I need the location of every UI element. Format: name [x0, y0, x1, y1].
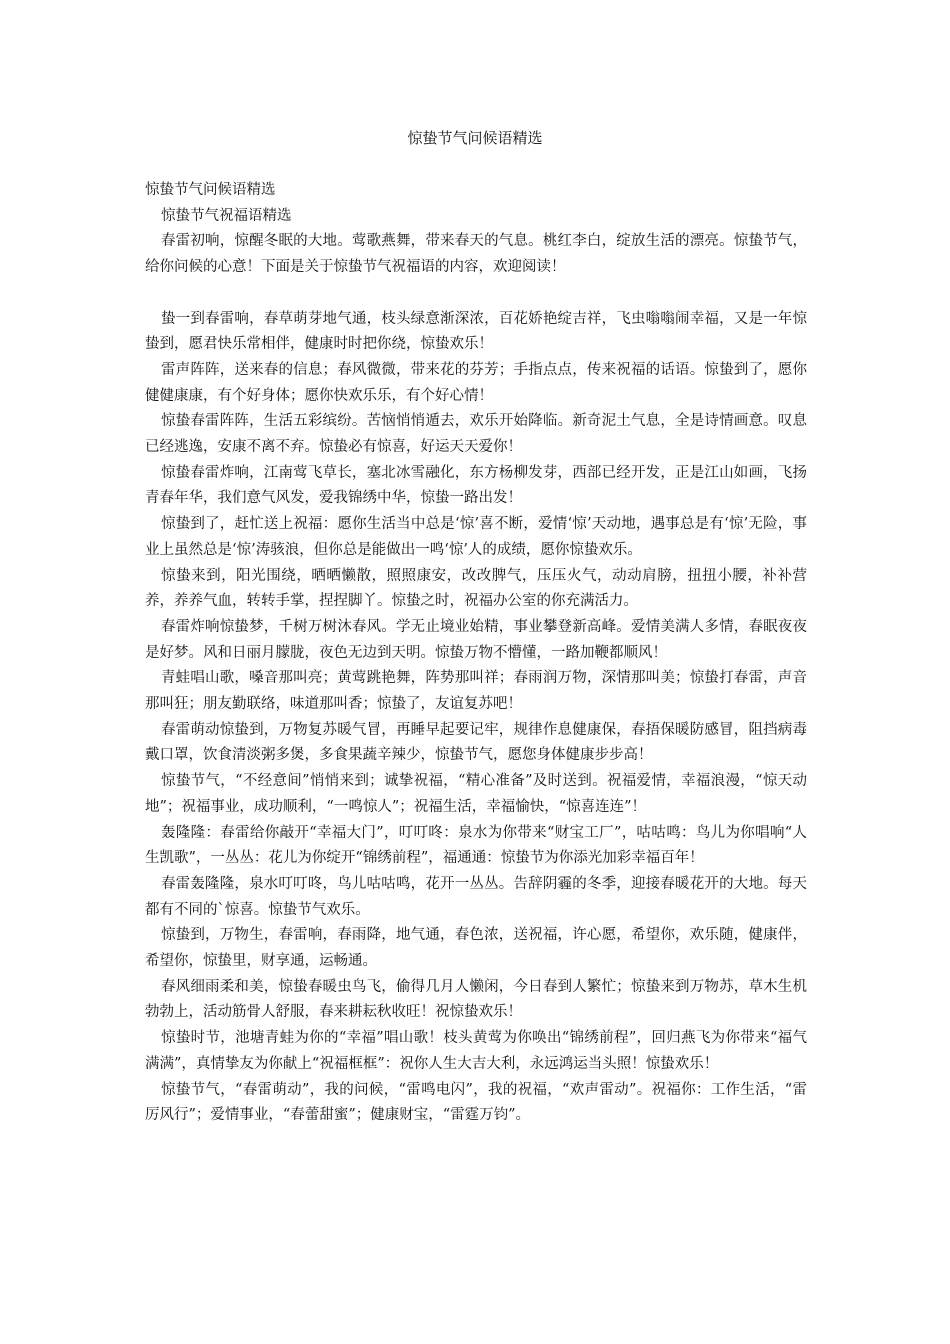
document-title: 惊蛰节气问候语精选 [407, 129, 543, 147]
document-body [145, 178, 807, 1129]
section-subheading: 惊蛰节气祝福语精选 [161, 207, 292, 224]
greeting-paragraph: 惊蛰春雷炸响，江南莺飞草长，塞北冰雪融化，东方杨柳发芽，西部已经开发，正是江山如画，飞扬青春年华，我们意气风发，爱我锦绣中华，惊蛰一路出发！ [145, 464, 807, 507]
greeting-paragraph: 惊蛰到，万物生，春雷响，春雨降，地气通，春色浓，送祝福，许心愿，希望你，欢乐随，健康伴，希望你，惊蛰里，财享通，运畅通。 [145, 927, 807, 970]
greeting-paragraph: 惊蛰来到，阳光围绕，晒晒懒散，照照康安，改改脾气，压压火气，动动肩膀，扭扭小腰，补补营养，养养气血，转转手掌，捏捏脚丫。惊蛰之时，祝福办公室的你充满活力。 [145, 567, 807, 610]
greeting-paragraph: 惊蛰到了，赶忙送上祝福：愿你生活当中总是‘惊’喜不断，爱情‘惊’天动地，遇事总是有‘惊’无险，事业上虽然总是‘惊’涛骇浪，但你总是能做出一鸣‘惊’人的成绩，愿你惊蛰欢乐。 [145, 516, 807, 558]
greeting-paragraph: 春风细雨柔和美，惊蛰春暖虫鸟飞，偷得几月人懒闲，今日春到人繁忙；惊蛰来到万物苏，草木生机勃勃上，活动筋骨人舒服，春来耕耘秋收旺！祝惊蛰欢乐！ [145, 978, 807, 1021]
greeting-paragraph: 蛰一到春雷响，春草萌芽地气通，枝头绿意渐深浓，百花娇艳绽吉祥，飞虫嗡嗡闹幸福，又是一年惊蛰到，愿君快乐常相伴，健康时时把你绕，惊蛰欢乐！ [145, 310, 807, 353]
greeting-paragraph: 惊蛰节气，“春雷萌动”，我的问候，“雷鸣电闪”，我的祝福，“欢声雷动”。祝福你：工作生活，“雷厉风行”；爱情事业，“春蕾甜蜜”；健康财宝，“雷霆万钧”。 [145, 1081, 807, 1124]
section-heading: 惊蛰节气问候语精选 [145, 182, 276, 198]
greeting-paragraph: 春雷萌动惊蛰到，万物复苏暖气冒，再睡早起要记牢，规律作息健康保，春捂保暖防感冒，阻挡病毒戴口罩，饮食清淡粥多煲，多食果蔬辛辣少，惊蛰节气，愿您身体健康步步高！ [145, 721, 807, 764]
greeting-paragraph: 轰隆隆：春雷给你敲开“幸福大门”，叮叮咚：泉水为你带来“财宝工厂”，咕咕鸣：鸟儿为你唱响“人生凯歌”，一丛丛：花儿为你绽开“锦绣前程”，福通通：惊蛰节为你添光加彩幸福百年！ [145, 824, 807, 867]
greeting-paragraph: 青蛙唱山歌，嗓音那叫亮；黄莺跳艳舞，阵势那叫祥；春雨润万物，深情那叫美；惊蛰打春雷，声音那叫狂；朋友勤联络，味道那叫香；惊蛰了，友谊复苏吧！ [145, 670, 807, 713]
greeting-paragraph: 惊蛰春雷阵阵，生活五彩缤纷。苦恼悄悄遁去，欢乐开始降临。新奇泥土气息，全是诗情画意。叹息已经逃逸，安康不离不弃。惊蛰必有惊喜，好运天天爱你！ [145, 413, 807, 456]
intro-paragraph: 春雷初响，惊醒冬眠的大地。莺歌燕舞，带来春天的气息。桃红李白，绽放生活的漂亮。惊蛰节气，给你问候的心意！下面是关于惊蛰节气祝福语的内容，欢迎阅读！ [145, 233, 807, 276]
greeting-paragraph: 雷声阵阵，送来春的信息；春风微微，带来花的芬芳；手指点点，传来祝福的话语。惊蛰到了，愿你健健康康，有个好身体；愿你快欢乐乐，有个好心情！ [145, 361, 807, 404]
greeting-paragraph: 惊蛰节气，“不经意间”悄悄来到；诚挚祝福，“精心准备”及时送到。祝福爱情，幸福浪漫，“惊天动地”；祝福事业，成功顺利，“一鸣惊人”；祝福生活，幸福愉快，“惊喜连连”！ [145, 773, 807, 815]
greeting-paragraph: 春雷轰隆隆，泉水叮叮咚，鸟儿咕咕鸣，花开一丛丛。告辞阴霾的冬季，迎接春暖花开的大地。每天都有不同的`惊喜。惊蛰节气欢乐。 [145, 875, 807, 918]
greeting-paragraph: 春雷炸响惊蛰梦，千树万树沐春风。学无止境业始精，事业攀登新高峰。爱情美满人多情，春眠夜夜是好梦。风和日丽月朦胧，夜色无边到天明。惊蛰万物不懵懂，一路加鞭都顺风！ [145, 618, 807, 661]
greeting-paragraph: 惊蛰时节，池塘青蛙为你的“幸福”唱山歌！枝头黄莺为你唤出“锦绣前程”，回归燕飞为你带来“福气满满”，真情挚友为你献上“祝福框框”：祝你人生大吉大利，永远鸿运当头照！惊蛰欢乐！ [145, 1030, 807, 1072]
blank-line [145, 281, 807, 307]
